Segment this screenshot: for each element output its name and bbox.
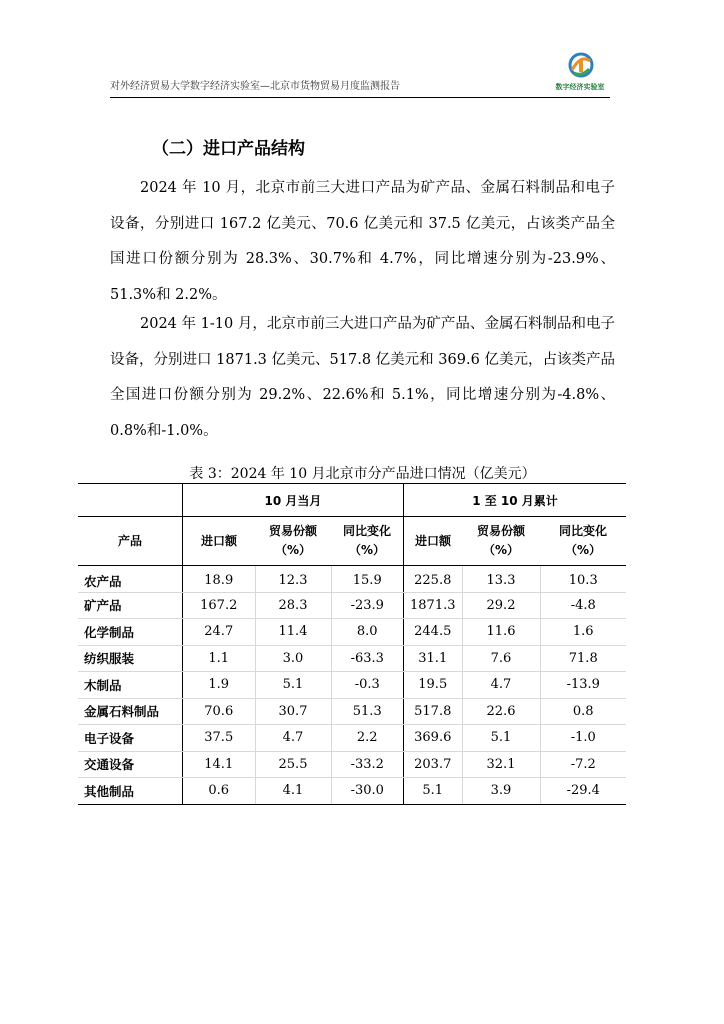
page-header (110, 52, 610, 96)
share-cum-cell: 13.3 (462, 566, 540, 593)
share-cum-cell: 29.2 (462, 592, 540, 619)
import-month-cell: 24.7 (183, 619, 256, 646)
col-header-import-cum (404, 517, 463, 566)
import-cum-cell: 19.5 (404, 672, 463, 699)
share-month-cell: 28.3 (255, 592, 331, 619)
yoy-month-cell: -33.2 (331, 751, 404, 778)
import-cum-cell: 244.5 (404, 619, 463, 646)
share-cum-cell: 4.7 (462, 672, 540, 699)
col-header-unit: （%） (274, 543, 312, 557)
import-cum-cell: 1871.3 (404, 592, 463, 619)
yoy-cum-cell: -13.9 (540, 672, 626, 699)
import-cum-cell: 517.8 (404, 698, 463, 725)
product-name-cell: 金属石料制品 (78, 698, 183, 725)
import-month-cell: 18.9 (183, 566, 256, 593)
share-cum-cell: 11.6 (462, 619, 540, 646)
yoy-month-cell: -30.0 (331, 778, 404, 805)
product-name-cell: 矿产品 (78, 592, 183, 619)
col-header-yoy-cum (540, 517, 626, 566)
import-month-cell: 167.2 (183, 592, 256, 619)
share-cum-cell: 3.9 (462, 778, 540, 805)
share-month-cell: 11.4 (255, 619, 331, 646)
section-title: （二）进口产品结构 (152, 139, 305, 159)
import-month-cell: 1.1 (183, 645, 256, 672)
product-name-cell: 木制品 (78, 672, 183, 699)
col-header-unit: （%） (348, 543, 386, 557)
import-cum-cell: 203.7 (404, 751, 463, 778)
yoy-cum-cell: 1.6 (540, 619, 626, 646)
table-row (78, 645, 626, 672)
yoy-month-cell: -63.3 (331, 645, 404, 672)
col-header-share-cum (462, 517, 540, 566)
share-month-cell: 4.1 (255, 778, 331, 805)
group-header-cumulative: 1 至 10 月累计 (404, 484, 627, 517)
product-name-cell: 农产品 (78, 566, 183, 593)
table-row (78, 566, 626, 593)
logo-emblem-icon (568, 52, 594, 80)
table-caption: 表 3：2024 年 10 月北京市分产品进口情况（亿美元） (189, 466, 536, 482)
product-name-cell: 交通设备 (78, 751, 183, 778)
import-cum-cell: 31.1 (404, 645, 463, 672)
col-header-product: 产品 (78, 517, 183, 566)
import-month-cell: 14.1 (183, 751, 256, 778)
col-header-yoy-month (331, 517, 404, 566)
table-body (78, 566, 626, 805)
col-header-unit: （%） (564, 543, 602, 557)
col-header-share-month (255, 517, 331, 566)
import-cum-cell: 225.8 (404, 566, 463, 593)
product-name-cell: 电子设备 (78, 725, 183, 752)
yoy-cum-cell: 10.3 (540, 566, 626, 593)
share-cum-cell: 22.6 (462, 698, 540, 725)
import-cum-cell: 369.6 (404, 725, 463, 752)
group-header-blank (78, 484, 183, 517)
yoy-cum-cell: -1.0 (540, 725, 626, 752)
col-header-text: 进口额 (414, 533, 451, 548)
logo-text: 数字经济实验室 (555, 83, 605, 91)
product-name-cell: 其他制品 (78, 778, 183, 805)
col-header-text: 同比变化 (342, 524, 391, 538)
yoy-month-cell: 51.3 (331, 698, 404, 725)
yoy-month-cell: -0.3 (331, 672, 404, 699)
table-group-header-row (78, 484, 626, 517)
share-month-cell: 3.0 (255, 645, 331, 672)
import-products-table (78, 483, 626, 805)
table-row (78, 725, 626, 752)
yoy-month-cell: -23.9 (331, 592, 404, 619)
import-cum-cell: 5.1 (404, 778, 463, 805)
group-header-month: 10 月当月 (183, 484, 404, 517)
import-month-cell: 70.6 (183, 698, 256, 725)
col-header-text: 进口额 (200, 533, 237, 548)
table-row (78, 698, 626, 725)
col-header-text: 贸易份额 (476, 524, 525, 538)
table-row (78, 778, 626, 805)
header-text: 对外经济贸易大学数字经济实验室—北京市货物贸易月度监测报告 (110, 81, 400, 92)
share-cum-cell: 32.1 (462, 751, 540, 778)
lab-logo (550, 52, 610, 96)
import-month-cell: 37.5 (183, 725, 256, 752)
import-month-cell: 0.6 (183, 778, 256, 805)
col-header-import-month (183, 517, 256, 566)
share-month-cell: 5.1 (255, 672, 331, 699)
yoy-month-cell: 15.9 (331, 566, 404, 593)
share-cum-cell: 5.1 (462, 725, 540, 752)
paragraph-cumulative: 2024 年 1-10 月，北京市前三大进口产品为矿产品、金属石料制品和电子设备，分别进口 1871.3 亿美元、517.8 亿美元和 369.6 亿美元，占该类产品全国进口份额分别为 29.2%、22.6%和 5.1%，同比增速分别为-4.8%、0.8%和-1.0%。 (110, 316, 615, 439)
table-row (78, 592, 626, 619)
import-month-cell: 1.9 (183, 672, 256, 699)
col-header-unit: （%） (482, 543, 520, 557)
yoy-month-cell: 2.2 (331, 725, 404, 752)
paragraph-monthly: 2024 年 10 月，北京市前三大进口产品为矿产品、金属石料制品和电子设备，分别进口 167.2 亿美元、70.6 亿美元和 37.5 亿美元，占该类产品全国进口份额分别为 28.3%、30.7%和 4.7%，同比增速分别为-23.9%、51.3%和 2.2%。 (110, 180, 615, 303)
header-divider (110, 97, 610, 98)
share-cum-cell: 7.6 (462, 645, 540, 672)
yoy-cum-cell: 71.8 (540, 645, 626, 672)
share-month-cell: 12.3 (255, 566, 331, 593)
table-column-header-row (78, 517, 626, 566)
yoy-cum-cell: 0.8 (540, 698, 626, 725)
col-header-text: 贸易份额 (268, 524, 317, 538)
product-name-cell: 化学制品 (78, 619, 183, 646)
yoy-cum-cell: -7.2 (540, 751, 626, 778)
table-row (78, 672, 626, 699)
table-row (78, 751, 626, 778)
share-month-cell: 30.7 (255, 698, 331, 725)
product-name-cell: 纺织服装 (78, 645, 183, 672)
yoy-month-cell: 8.0 (331, 619, 404, 646)
col-header-text: 同比变化 (558, 524, 607, 538)
yoy-cum-cell: -4.8 (540, 592, 626, 619)
share-month-cell: 25.5 (255, 751, 331, 778)
share-month-cell: 4.7 (255, 725, 331, 752)
yoy-cum-cell: -29.4 (540, 778, 626, 805)
table-row (78, 619, 626, 646)
